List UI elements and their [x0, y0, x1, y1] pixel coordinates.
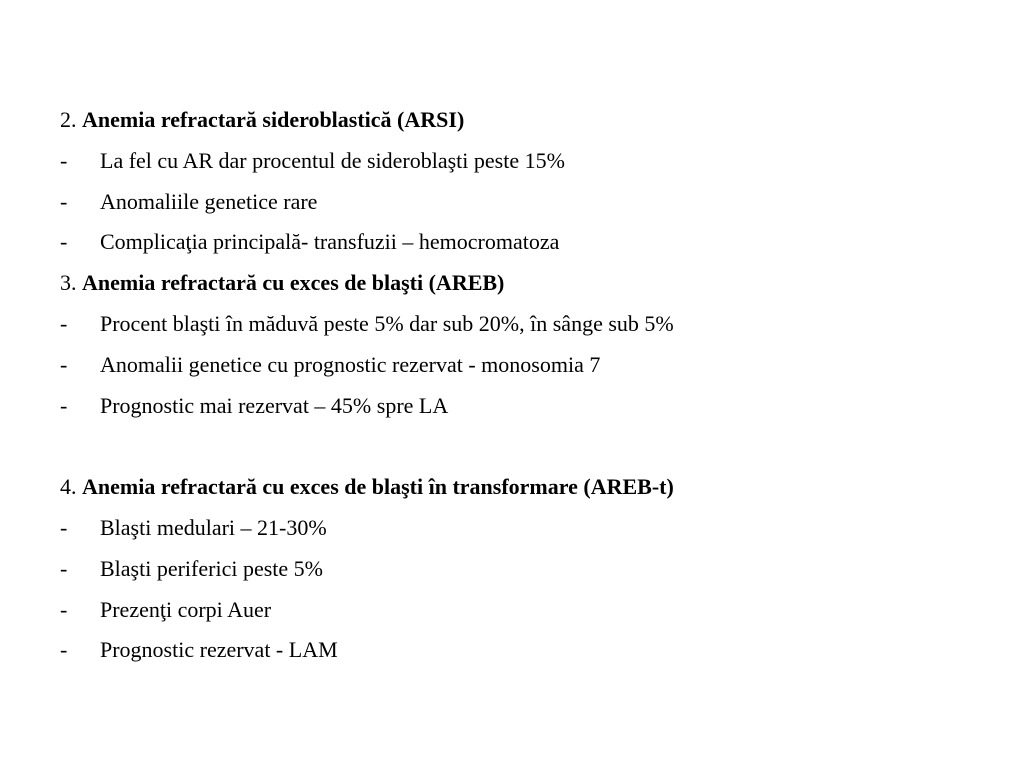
bullet-marker: - — [60, 637, 68, 663]
bullet-marker: - — [60, 392, 68, 418]
bullet-marker: - — [60, 147, 68, 173]
slide-content — [60, 100, 1000, 671]
section-title: Anemia refractară sideroblastică (ARSI) — [82, 107, 465, 132]
bullet-item — [60, 345, 1000, 386]
bullet-marker: - — [60, 310, 68, 336]
bullet-marker: - — [60, 229, 68, 255]
section-number: 2. — [60, 107, 77, 132]
bullet-text: Anomalii genetice cu prognostic rezervat - monosomia 7 — [100, 351, 601, 377]
section-spacer — [60, 426, 1000, 467]
section-title: Anemia refractară cu exces de blaşti (AREB) — [82, 270, 505, 296]
bullet-item — [60, 304, 1000, 345]
bullet-text: La fel cu AR dar procentul de sideroblaşti peste 15% — [100, 147, 565, 173]
section-title: Anemia refractară cu exces de blaşti în transformare (AREB-t) — [82, 474, 674, 500]
bullet-item — [60, 141, 1000, 182]
bullet-item — [60, 549, 1000, 590]
bullet-item — [60, 222, 1000, 263]
bullet-item — [60, 508, 1000, 549]
bullet-text: Prezenţi corpi Auer — [100, 596, 272, 622]
bullet-text: Anomaliile genetice rare — [100, 188, 318, 214]
section-heading — [60, 467, 1000, 508]
bullet-text: Prognostic rezervat - LAM — [100, 637, 338, 663]
bullet-marker: - — [60, 514, 68, 540]
bullet-marker: - — [60, 351, 68, 377]
bullet-marker: - — [60, 596, 68, 622]
section-heading — [60, 263, 1000, 304]
bullet-item — [60, 386, 1000, 427]
bullet-text: Complicaţia principală- transfuzii – hemocromatoza — [100, 229, 560, 255]
section-number: 4. — [60, 474, 77, 500]
bullet-marker: - — [60, 555, 68, 581]
section-heading — [60, 100, 1000, 141]
bullet-text: Prognostic mai rezervat – 45% spre LA — [100, 392, 449, 418]
section-number: 3. — [60, 270, 77, 296]
bullet-item — [60, 590, 1000, 631]
bullet-text: Blaşti periferici peste 5% — [100, 555, 323, 581]
bullet-marker: - — [60, 188, 68, 214]
bullet-text: Procent blaşti în măduvă peste 5% dar sub 20%, în sânge sub 5% — [100, 310, 674, 336]
bullet-item — [60, 630, 1000, 671]
bullet-item — [60, 182, 1000, 223]
bullet-text: Blaşti medulari – 21-30% — [100, 514, 327, 540]
